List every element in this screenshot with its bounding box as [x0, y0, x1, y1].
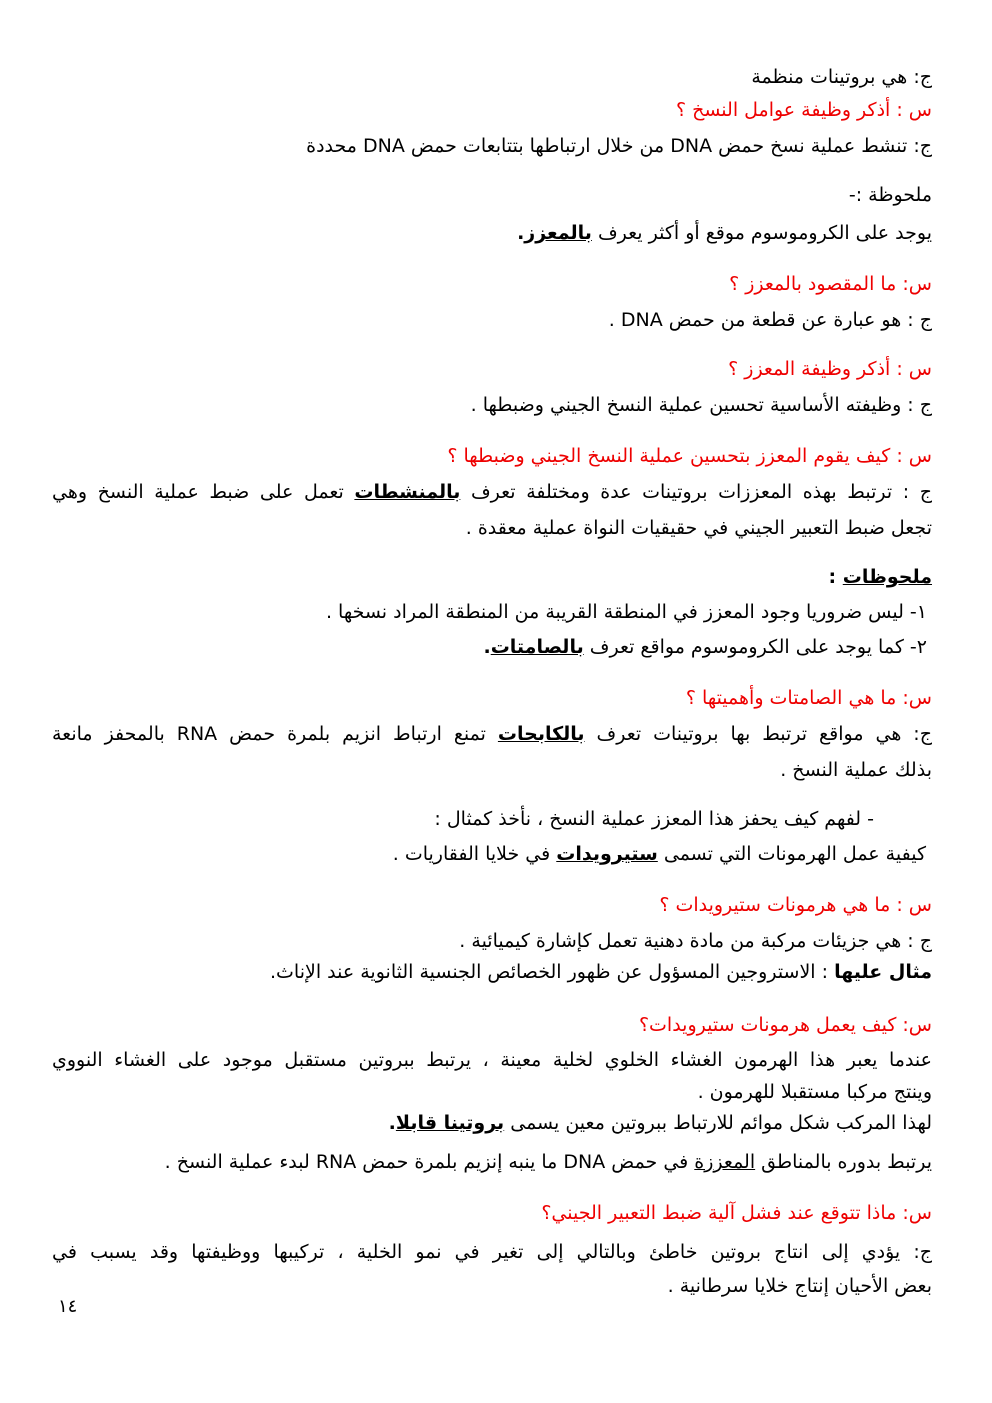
- text: س: ماذا تتوقع عند فشل آلية ضبط التعبير الجيني؟: [541, 1202, 932, 1224]
- text: س : كيف يقوم المعزز بتحسين عملية النسخ الجيني وضبطها ؟: [447, 445, 932, 467]
- note-item: [47, 632, 927, 662]
- note-line: [52, 218, 932, 248]
- text: كيفية عمل الهرمونات التي تسمى: [657, 843, 926, 865]
- text: س: ما هي الصامتات وأهميتها ؟: [685, 687, 932, 709]
- term-highlight: بالمنشطات: [354, 481, 461, 503]
- note-item: [47, 597, 927, 627]
- text: س : ما هي هرمونات ستيرويدات ؟: [659, 894, 932, 916]
- answer-line: [52, 1108, 932, 1138]
- question-line: [52, 95, 932, 125]
- notes-heading: [52, 562, 932, 592]
- text: ١- ليس ضروريا وجود المعزز في المنطقة القريبة من المنطقة المراد نسخها .: [325, 601, 927, 623]
- text: س: كيف يعمل هرمونات ستيرويدات؟: [638, 1014, 932, 1036]
- term-highlight: ستيرويدات: [556, 843, 658, 865]
- question-line: [52, 269, 932, 299]
- note-heading: [52, 180, 932, 210]
- text: بعض الأحيان إنتاج خلايا سرطانية .: [667, 1275, 932, 1297]
- answer-line: [52, 926, 932, 956]
- answer-line: [52, 719, 932, 749]
- example-line: [46, 839, 926, 869]
- text: عندما يعبر هذا الهرمون الغشاء الخلوي لخلية معينة ، يرتبط ببروتين مستقبل موجود على الغشاء النووي: [52, 1049, 932, 1071]
- answer-line: [52, 1077, 932, 1107]
- text: ج : هو عبارة عن قطعة من حمض DNA .: [608, 309, 932, 331]
- term-highlight: بالمعزز: [524, 222, 592, 244]
- text: ج: تنشط عملية نسخ حمض DNA من خلال ارتباطها بتتابعات حمض DNA محددة: [306, 135, 932, 157]
- bullet-line: [0, 804, 874, 834]
- answer-line: [52, 62, 932, 92]
- answer-line: [52, 513, 932, 543]
- text: وينتج مركبا مستقبلا للهرمون .: [697, 1081, 932, 1103]
- text: ج : هي جزيئات مركبة من مادة دهنية تعمل كإشارة كيميائية .: [459, 930, 932, 952]
- text: ملحوظة :-: [848, 184, 932, 206]
- text: .: [483, 636, 491, 658]
- term-highlight: بالكابحات: [497, 723, 585, 745]
- term-highlight: بروتينا قابلا: [395, 1112, 505, 1134]
- text: تجعل ضبط التعبير الجيني في حقيقيات النواة عملية معقدة .: [465, 517, 932, 539]
- answer-line: [52, 1237, 932, 1267]
- text: ج: يؤدي إلى انتاج بروتين خاطئ وبالتالي إلى تغير في نمو الخلية ، تركيبها ووظيفتها وقد يسبب في: [52, 1241, 932, 1263]
- answer-line: [52, 305, 932, 335]
- text: .: [517, 222, 525, 244]
- text: ج : وظيفته الأساسية تحسين عملية النسخ الجيني وضبطها .: [470, 394, 932, 416]
- text: ج: هي بروتينات منظمة: [751, 66, 932, 88]
- question-line: [52, 441, 932, 471]
- text: لهذا المركب شكل موائم للارتباط ببروتين معين يسمى: [504, 1112, 932, 1134]
- answer-line: [52, 477, 932, 507]
- text: س : أذكر وظيفة المعزز ؟: [728, 358, 932, 380]
- text: - لفهم كيف يحفز هذا المعزز عملية النسخ ، نأخذ كمثال :: [434, 808, 874, 830]
- text: في حمض DNA ما ينبه إنزيم بلمرة حمض RNA لبدء عملية النسخ .: [164, 1151, 695, 1173]
- question-line: [52, 1198, 932, 1228]
- text: : الاستروجين المسؤول عن ظهور الخصائص الجنسية الثانوية عند الإناث.: [270, 961, 835, 983]
- text: مثال عليها: [834, 961, 932, 983]
- page-number: ١٤: [58, 1296, 78, 1317]
- text: يرتبط بدوره بالمناطق: [755, 1151, 932, 1173]
- question-line: [52, 354, 932, 384]
- text: تعمل على ضبط عملية النسخ وهي: [52, 481, 355, 503]
- answer-line: [52, 1271, 932, 1301]
- text: س: ما المقصود بالمعزز ؟: [729, 273, 932, 295]
- answer-line: [52, 390, 932, 420]
- text: ج: هي مواقع ترتبط بها بروتينات تعرف: [584, 723, 932, 745]
- text: في خلايا الفقاريات .: [392, 843, 557, 865]
- text: يوجد على الكروموسوم موقع أو أكثر يعرف: [591, 222, 932, 244]
- text: .: [388, 1112, 396, 1134]
- text: س : أذكر وظيفة عوامل النسخ ؟: [675, 99, 932, 121]
- text: بذلك عملية النسخ .: [780, 759, 932, 781]
- text: ج : ترتبط بهذه المعززات بروتينات عدة ومختلفة تعرف: [460, 481, 932, 503]
- term-highlight: بالصامتات: [490, 636, 584, 658]
- text: ٢- كما يوجد على الكروموسوم مواقع تعرف: [583, 636, 927, 658]
- answer-line: [52, 1147, 932, 1177]
- text: ملحوظات: [842, 566, 932, 588]
- question-line: [52, 683, 932, 713]
- answer-line: [52, 1045, 932, 1075]
- term-highlight: المعززة: [694, 1151, 756, 1173]
- answer-line: [52, 755, 932, 785]
- answer-line: [52, 131, 932, 161]
- question-line: [52, 1010, 932, 1040]
- text: تمنع ارتباط انزيم بلمرة حمض RNA بالمحفز مانعة: [52, 723, 498, 745]
- text: :: [828, 566, 843, 588]
- example-line: [52, 957, 932, 987]
- question-line: [52, 890, 932, 920]
